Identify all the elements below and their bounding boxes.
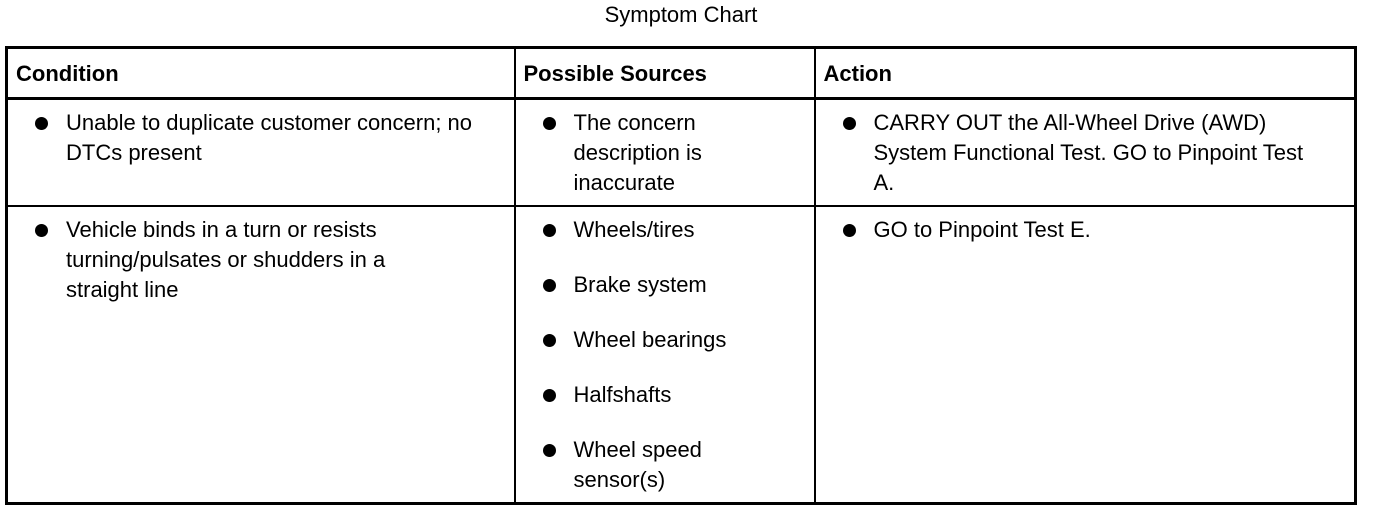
source-text: Halfshafts bbox=[573, 381, 672, 407]
bullet-icon bbox=[35, 224, 48, 237]
list-item bbox=[540, 435, 806, 495]
header-row bbox=[7, 48, 1356, 99]
bullet-icon bbox=[543, 117, 556, 130]
source-text: Wheel speed sensor(s) bbox=[573, 436, 702, 492]
list-item bbox=[540, 108, 806, 198]
table-row bbox=[7, 99, 1356, 206]
condition-header: Condition bbox=[7, 48, 515, 99]
bullet-icon bbox=[543, 224, 556, 237]
source-text: Wheel bearings bbox=[573, 326, 727, 352]
condition-text: Unable to duplicate customer concern; no DTCs present bbox=[66, 110, 473, 165]
table-row bbox=[7, 206, 1356, 504]
condition-cell bbox=[7, 99, 515, 206]
bullet-icon bbox=[543, 334, 556, 347]
list-item bbox=[32, 108, 506, 168]
source-text: The concern description is inaccurate bbox=[573, 110, 702, 195]
action-header: Action bbox=[815, 48, 1356, 99]
action-text: GO to Pinpoint Test E. bbox=[873, 216, 1091, 242]
list-item bbox=[540, 325, 806, 355]
list-item bbox=[840, 215, 1347, 245]
action-cell bbox=[815, 206, 1356, 504]
possible-sources-cell bbox=[515, 206, 815, 504]
list-item bbox=[32, 215, 506, 305]
condition-cell bbox=[7, 206, 515, 504]
possible-sources-header: Possible Sources bbox=[515, 48, 815, 99]
bullet-icon bbox=[35, 117, 48, 130]
bullet-icon bbox=[543, 389, 556, 402]
bullet-icon bbox=[543, 279, 556, 292]
bullet-icon bbox=[543, 444, 556, 457]
list-item bbox=[540, 215, 806, 245]
chart-title: Symptom Chart bbox=[604, 2, 758, 27]
action-text: CARRY OUT the All-Wheel Drive (AWD) System Functional Test. GO to Pinpoint Test A. bbox=[873, 110, 1304, 195]
bullet-icon bbox=[843, 224, 856, 237]
bullet-icon bbox=[843, 117, 856, 130]
action-cell bbox=[815, 99, 1356, 206]
list-item bbox=[840, 108, 1347, 198]
source-text: Brake system bbox=[573, 271, 707, 297]
list-item bbox=[540, 270, 806, 300]
list-item bbox=[540, 380, 806, 410]
source-text: Wheels/tires bbox=[573, 216, 695, 242]
condition-text: Vehicle binds in a turn or resists turning/pulsates or shudders in a straight line bbox=[66, 216, 386, 302]
possible-sources-cell bbox=[515, 99, 815, 206]
symptom-table bbox=[5, 46, 1357, 505]
